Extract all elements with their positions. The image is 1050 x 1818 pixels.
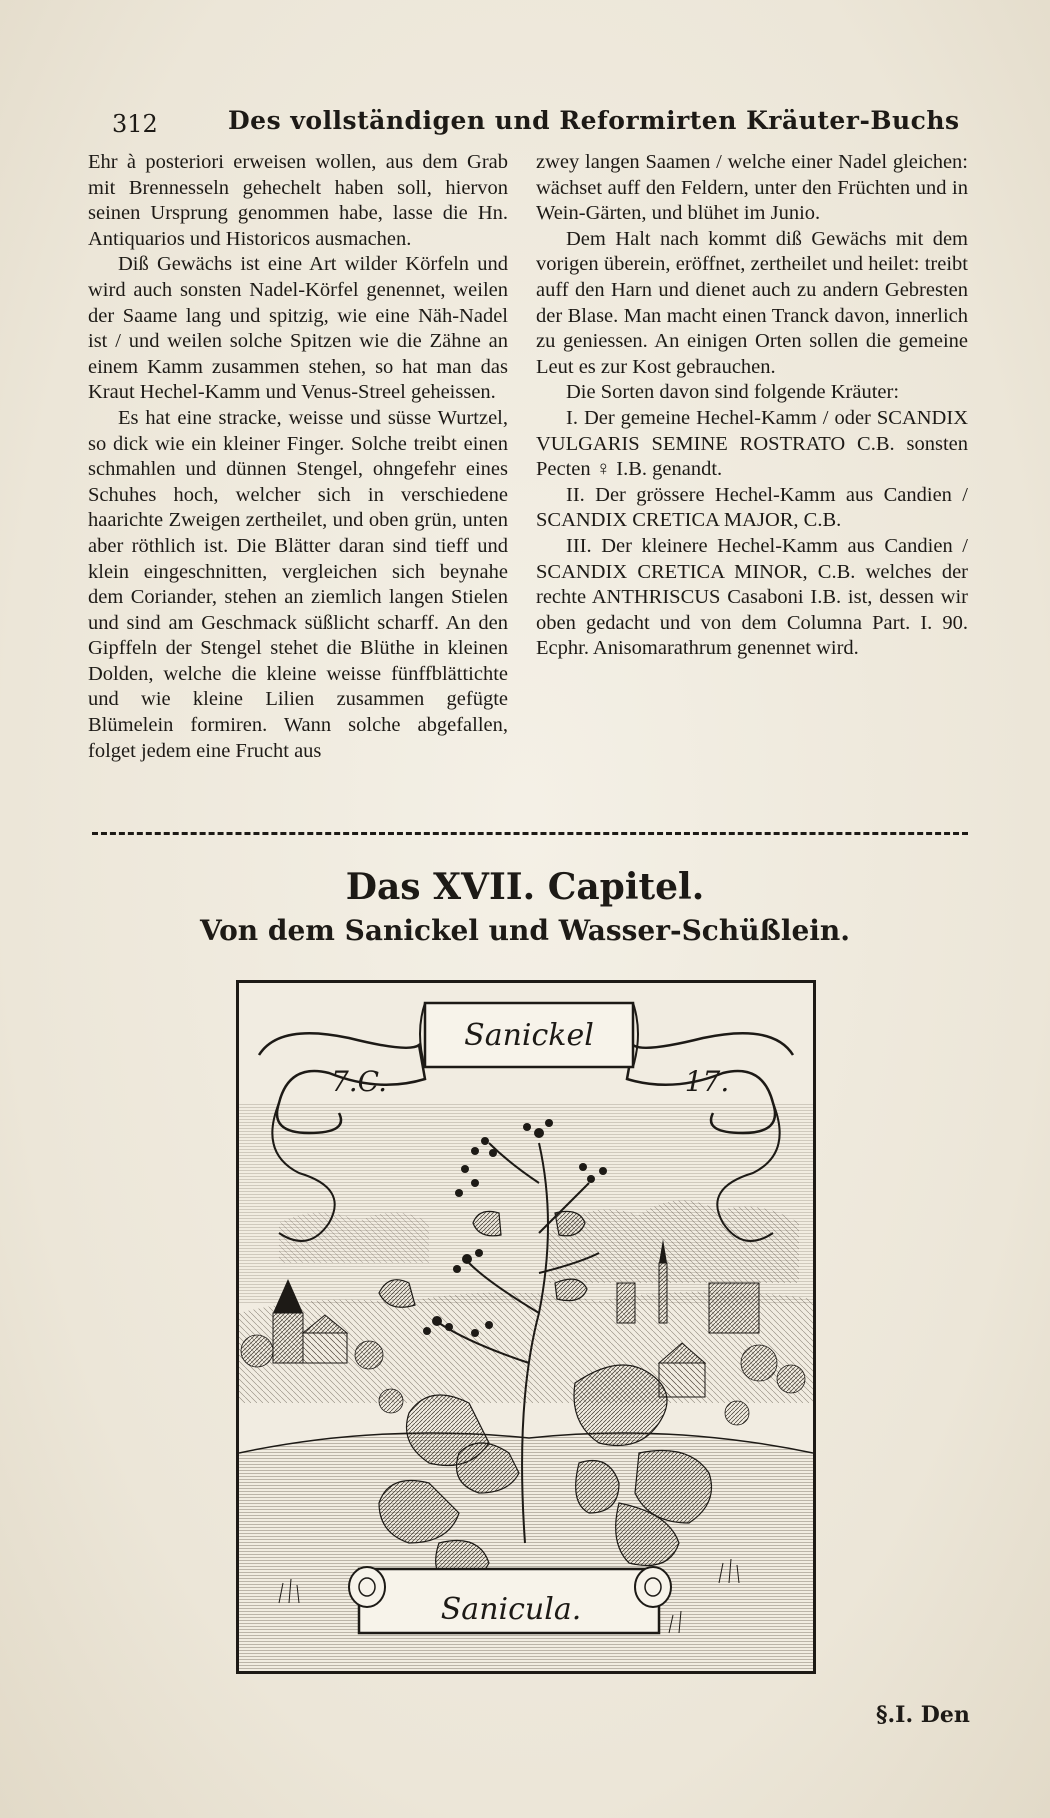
running-title: Des vollständigen und Reformirten Kräuter-Buchs	[228, 106, 960, 135]
bottom-scroll	[349, 1567, 671, 1633]
engraving-mark-right: 17.	[684, 1065, 730, 1098]
paragraph: Die Sorten davon sind folgende Kräuter:	[566, 381, 900, 404]
scroll-label: Sanicula.	[440, 1592, 582, 1627]
plant-engraving	[236, 980, 816, 1674]
left-text-column	[88, 150, 508, 764]
engraving-svg	[239, 983, 813, 1671]
species-entry-2: II. Der grössere Hechel-Kamm aus Candien / SCANDIX CRETICA MAJOR, C.B.	[536, 483, 968, 532]
paragraph: Dem Halt nach kommt diß Gewächs mit dem vorigen überein, eröffnet, zertheilet und heilet: treibt auff den Harn und dienet auch zu andern Gebresten der Blase. Man macht einen Tranck davon, innerlich zu geniessen. An einigen Orten sollen die gemeine Leut es zur Kost gebrauchen.	[536, 227, 968, 378]
right-text-column	[536, 150, 968, 662]
paragraph: Ehr à posteriori erweisen wollen, aus dem Grab mit Brennesseln gehechelt haben soll, hiervon seinen Ursprung genommen habe, lasse die Hn. Antiquarios und Historicos ausmachen.	[88, 151, 508, 250]
section-divider	[92, 832, 968, 835]
chapter-title: Das XVII. Capitel.	[345, 866, 705, 908]
chapter-subtitle: Von dem Sanickel und Wasser-Schüßlein.	[199, 914, 851, 947]
engraving-mark-left: 7.C.	[330, 1065, 388, 1098]
species-entry-3: III. Der kleinere Hechel-Kamm aus Candien / SCANDIX CRETICA MINOR, C.B. welches der rechte ANTHRISCUS Casaboni I.B. ist, dessen wir oben gedacht und von dem Columna Part. I. 90. Ecphr. Anisomarathrum genennet wird.	[536, 534, 968, 660]
cloud	[549, 1200, 799, 1283]
catchword: §.I. Den	[876, 1702, 970, 1728]
paragraph: Diß Gewächs ist eine Art wilder Körfeln und wird auch sonsten Nadel-Körfel genennet, weilen der Saame lang und spitzig, wie eine Näh-Nadel ist / und weilen solche Spitzen wie die Zähne an einem Kamm zusammen stehen, so hat man das Kraut Hechel-Kamm und Venus-Streel geheissen.	[88, 253, 508, 404]
cloud	[279, 1212, 429, 1263]
paragraph: Es hat eine stracke, weisse und süsse Wurtzel, so dick wie ein kleiner Finger. Solche treibt einen schmahlen und dünnen Stengel, ohngefehr eines Schuhes hoch, welcher sich in verschiedene haarichte Zweigen zertheilet, und oben grün, unten aber röthlich ist. Die Blätter daran sind tieff und klein eingeschnitten, vergleichen sich beynahe dem Coriander, stehen an ziemlich langen Stielen und sind am Geschmack süßlicht scharff. An den Gipffeln der Stengel stehet die Blüthe in kleinen Dolden, welche die kleine weisse fünffblättichte und wie kleine Lilien zusammen gefügte Blümelein formiren. Wann solche abgefallen, folget jedem eine Frucht aus	[88, 406, 508, 762]
page-header	[98, 104, 978, 144]
paragraph: zwey langen Saamen / welche einer Nadel gleichen: wächset auff den Feldern, unter den Früchten und in Wein-Gärten, und blühet im Junio.	[536, 151, 968, 225]
ground	[239, 1433, 813, 1671]
species-entry-1: I. Der gemeine Hechel-Kamm / oder SCANDIX VULGARIS SEMINE ROSTRATO C.B. sonsten Pecten ♀ I.B. genandt.	[536, 406, 968, 481]
banner-label: Sanickel	[464, 1018, 594, 1053]
page-number: 312	[112, 110, 158, 138]
